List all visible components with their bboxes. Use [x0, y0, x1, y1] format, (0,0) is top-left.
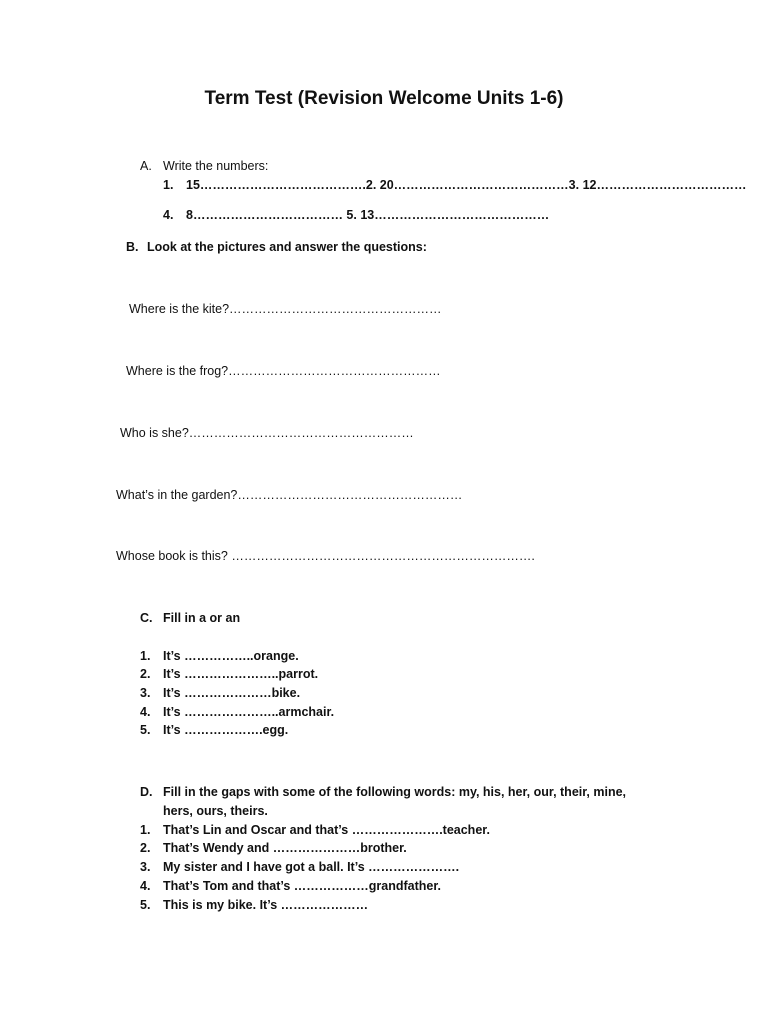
section-d-marker: D. — [140, 785, 153, 799]
section-b-heading: Look at the pictures and answer the questions: — [147, 240, 427, 254]
list-item-marker: 2. — [140, 667, 151, 681]
section-d-heading: Fill in the gaps with some of the following words: my, his, her, our, their, mine, — [163, 785, 627, 799]
list-item-marker: 5. — [140, 898, 151, 912]
section-a-heading: Write the numbers: — [163, 159, 269, 173]
section-c-heading: Fill in a or an — [163, 611, 241, 625]
list-item-marker: 4. — [140, 705, 151, 719]
section-a-item-marker: 4. — [163, 208, 174, 222]
list-item-marker: 1. — [140, 823, 151, 837]
list-item: That’s Tom and that’s ………………grandfather. — [163, 879, 442, 893]
list-item-marker: 3. — [140, 860, 151, 874]
question-line: Who is she?……………………………………………… — [120, 426, 414, 440]
section-b-marker: B. — [126, 240, 139, 254]
list-item-marker: 5. — [140, 723, 151, 737]
list-item: This is my bike. It’s ………………… — [163, 898, 369, 912]
section-d-heading-cont: hers, ours, theirs. — [163, 804, 268, 818]
list-item: That’s Lin and Oscar and that’s ………………….teacher. — [163, 823, 490, 837]
list-item: It’s ……………….egg. — [163, 723, 289, 737]
list-item-marker: 1. — [140, 649, 151, 663]
list-item-marker: 3. — [140, 686, 151, 700]
question-line: Where is the frog?…………………………………………… — [126, 364, 441, 378]
list-item: It’s …………………..parrot. — [163, 667, 319, 681]
page-title: Term Test (Revision Welcome Units 1-6) — [204, 88, 564, 109]
list-item: It’s …………………..armchair. — [163, 705, 335, 719]
list-item-marker: 4. — [140, 879, 151, 893]
question-line: Where is the kite?…………………………………………… — [129, 302, 442, 316]
section-a-marker: A. — [140, 159, 152, 173]
question-line: What’s in the garden?……………………………………………… — [116, 488, 463, 502]
section-c-marker: C. — [140, 611, 153, 625]
list-item: That’s Wendy and …………………brother. — [163, 841, 407, 855]
section-a-row1-text: 15………………………………….2. 20……………………………………3. 12……………………………… — [186, 178, 747, 192]
question-line: Whose book is this? ………………………………………………………………. — [116, 549, 535, 563]
list-item: It’s ……………..orange. — [163, 649, 299, 663]
list-item: My sister and I have got a ball. It’s …………………. — [163, 860, 460, 874]
section-a-item-marker: 1. — [163, 178, 174, 192]
list-item-marker: 2. — [140, 841, 151, 855]
section-a-row2-text: 8……………………………… 5. 13…………………………………… — [186, 208, 550, 222]
list-item: It’s …………………bike. — [163, 686, 301, 700]
